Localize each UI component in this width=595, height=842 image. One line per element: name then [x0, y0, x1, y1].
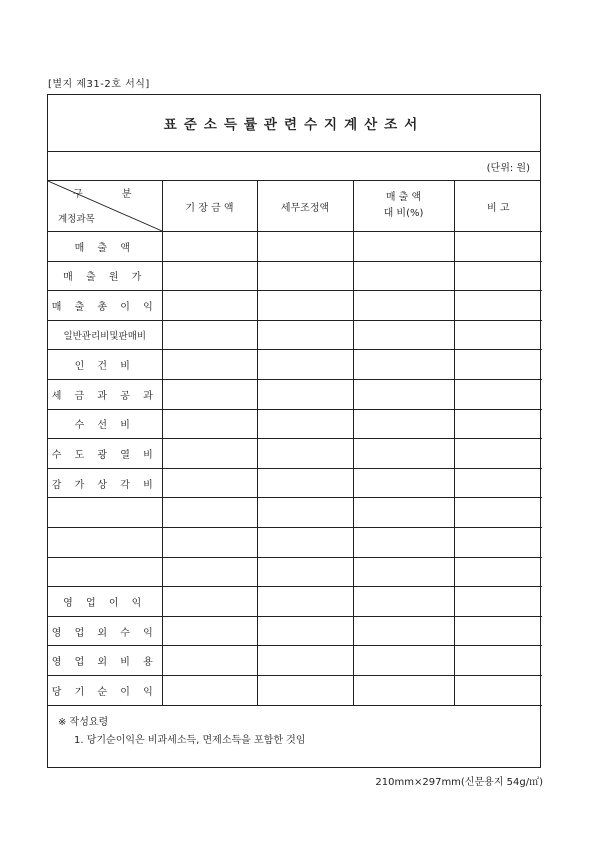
form-title: 표준소득률관련수지계산조서: [163, 117, 425, 133]
row-label: 수 도 광 열 비: [48, 439, 162, 469]
cell-book-amount[interactable]: [162, 675, 257, 705]
cell-tax-adjustment[interactable]: [257, 232, 353, 262]
unit-label: (단위: 원): [486, 163, 530, 174]
cell-remarks[interactable]: [454, 439, 542, 469]
table-row: [48, 498, 542, 528]
table-row: [48, 320, 542, 350]
header-tax-adjustment: 세무조정액: [257, 181, 353, 232]
row-label: 영 업 외 비 용: [48, 646, 162, 676]
row-label: [48, 527, 162, 557]
table-row: [48, 350, 542, 380]
header-sales-ratio-line2: 대 비(%): [383, 208, 424, 219]
cell-remarks[interactable]: [454, 587, 542, 617]
header-row: [48, 181, 542, 232]
row-label: [48, 557, 162, 587]
cell-tax-adjustment[interactable]: [257, 675, 353, 705]
table-row: [48, 527, 542, 557]
header-sales-ratio: [353, 181, 454, 232]
table-row: [48, 587, 542, 617]
header-sales-ratio-line1: 매 출 액: [385, 192, 422, 203]
cell-remarks[interactable]: [454, 557, 542, 587]
table-row: [48, 675, 542, 705]
note-item: 1. 당기순이익은 비과세소득, 면제소득을 포함한 것임: [74, 734, 306, 746]
cell-remarks[interactable]: [454, 498, 542, 528]
row-label: 매 출 총 이 익: [48, 291, 162, 321]
cell-tax-adjustment[interactable]: [257, 587, 353, 617]
cell-sales-ratio[interactable]: [353, 350, 454, 380]
row-label: 영 업 외 수 익: [48, 616, 162, 646]
cell-book-amount[interactable]: [162, 616, 257, 646]
cell-book-amount[interactable]: [162, 232, 257, 262]
cell-remarks[interactable]: [454, 379, 542, 409]
cell-book-amount[interactable]: [162, 350, 257, 380]
table-row: [48, 261, 542, 291]
cell-sales-ratio[interactable]: [353, 320, 454, 350]
row-label: 인 건 비: [48, 350, 162, 380]
cell-remarks[interactable]: [454, 616, 542, 646]
table-row: [48, 379, 542, 409]
cell-remarks[interactable]: [454, 675, 542, 705]
cell-remarks[interactable]: [454, 232, 542, 262]
cell-book-amount[interactable]: [162, 291, 257, 321]
notes-heading: ※ 작성요령: [58, 716, 109, 728]
cell-sales-ratio[interactable]: [353, 527, 454, 557]
cell-tax-adjustment[interactable]: [257, 350, 353, 380]
cell-remarks[interactable]: [454, 468, 542, 498]
row-label: 당 기 순 이 익: [48, 675, 162, 705]
cell-remarks[interactable]: [454, 320, 542, 350]
row-label: 수 선 비: [48, 409, 162, 439]
cell-sales-ratio[interactable]: [353, 646, 454, 676]
row-label: 감 가 상 각 비: [48, 468, 162, 498]
title-box: [48, 95, 540, 152]
paper-spec: 210mm×297mm(신문용지 54g/㎡): [375, 777, 543, 788]
notes: [48, 706, 540, 750]
unit-row: [48, 152, 540, 181]
table-row: [48, 646, 542, 676]
cell-sales-ratio[interactable]: [353, 616, 454, 646]
table-row: [48, 291, 542, 321]
table-row: [48, 557, 542, 587]
cell-sales-ratio[interactable]: [353, 291, 454, 321]
cell-tax-adjustment[interactable]: [257, 379, 353, 409]
cell-book-amount[interactable]: [162, 439, 257, 469]
cell-book-amount[interactable]: [162, 646, 257, 676]
cell-tax-adjustment[interactable]: [257, 439, 353, 469]
cell-tax-adjustment[interactable]: [257, 616, 353, 646]
cell-book-amount[interactable]: [162, 261, 257, 291]
cell-sales-ratio[interactable]: [353, 468, 454, 498]
cell-sales-ratio[interactable]: [353, 379, 454, 409]
row-label: [48, 498, 162, 528]
cell-tax-adjustment[interactable]: [257, 498, 353, 528]
statement-table: [48, 181, 542, 706]
header-remarks: 비 고: [454, 181, 542, 232]
cell-book-amount[interactable]: [162, 409, 257, 439]
table-row: [48, 468, 542, 498]
row-label: 세 금 과 공 과: [48, 379, 162, 409]
cell-tax-adjustment[interactable]: [257, 320, 353, 350]
cell-remarks[interactable]: [454, 646, 542, 676]
cell-book-amount[interactable]: [162, 320, 257, 350]
cell-book-amount[interactable]: [162, 498, 257, 528]
table-row: [48, 616, 542, 646]
cell-remarks[interactable]: [454, 261, 542, 291]
table-row: [48, 232, 542, 262]
cell-sales-ratio[interactable]: [353, 261, 454, 291]
row-label: 일반관리비및판매비: [48, 320, 162, 350]
cell-tax-adjustment[interactable]: [257, 646, 353, 676]
header-category: 구 분: [73, 189, 150, 200]
row-label: 매 출 액: [48, 232, 162, 262]
cell-sales-ratio[interactable]: [353, 675, 454, 705]
cell-tax-adjustment[interactable]: [257, 557, 353, 587]
header-account: 계정과목: [58, 214, 95, 225]
header-book-amount: 기 장 금 액: [162, 181, 257, 232]
cell-tax-adjustment[interactable]: [257, 527, 353, 557]
cell-book-amount[interactable]: [162, 468, 257, 498]
cell-tax-adjustment[interactable]: [257, 409, 353, 439]
table-row: [48, 439, 542, 469]
cell-sales-ratio[interactable]: [353, 409, 454, 439]
cell-book-amount[interactable]: [162, 557, 257, 587]
cell-tax-adjustment[interactable]: [257, 261, 353, 291]
cell-book-amount[interactable]: [162, 527, 257, 557]
header-diagonal-cell: [48, 181, 162, 232]
row-label: 매 출 원 가: [48, 261, 162, 291]
table-row: [48, 409, 542, 439]
form-id: [별지 제31-2호 서식]: [48, 79, 150, 90]
cell-remarks[interactable]: [454, 409, 542, 439]
cell-remarks[interactable]: [454, 291, 542, 321]
cell-sales-ratio[interactable]: [353, 587, 454, 617]
cell-sales-ratio[interactable]: [353, 498, 454, 528]
cell-book-amount[interactable]: [162, 587, 257, 617]
cell-sales-ratio[interactable]: [353, 439, 454, 469]
cell-sales-ratio[interactable]: [353, 557, 454, 587]
cell-remarks[interactable]: [454, 527, 542, 557]
cell-book-amount[interactable]: [162, 379, 257, 409]
cell-remarks[interactable]: [454, 350, 542, 380]
cell-sales-ratio[interactable]: [353, 232, 454, 262]
cell-tax-adjustment[interactable]: [257, 468, 353, 498]
cell-tax-adjustment[interactable]: [257, 291, 353, 321]
form-frame: [47, 94, 541, 768]
row-label: 영 업 이 익: [48, 587, 162, 617]
